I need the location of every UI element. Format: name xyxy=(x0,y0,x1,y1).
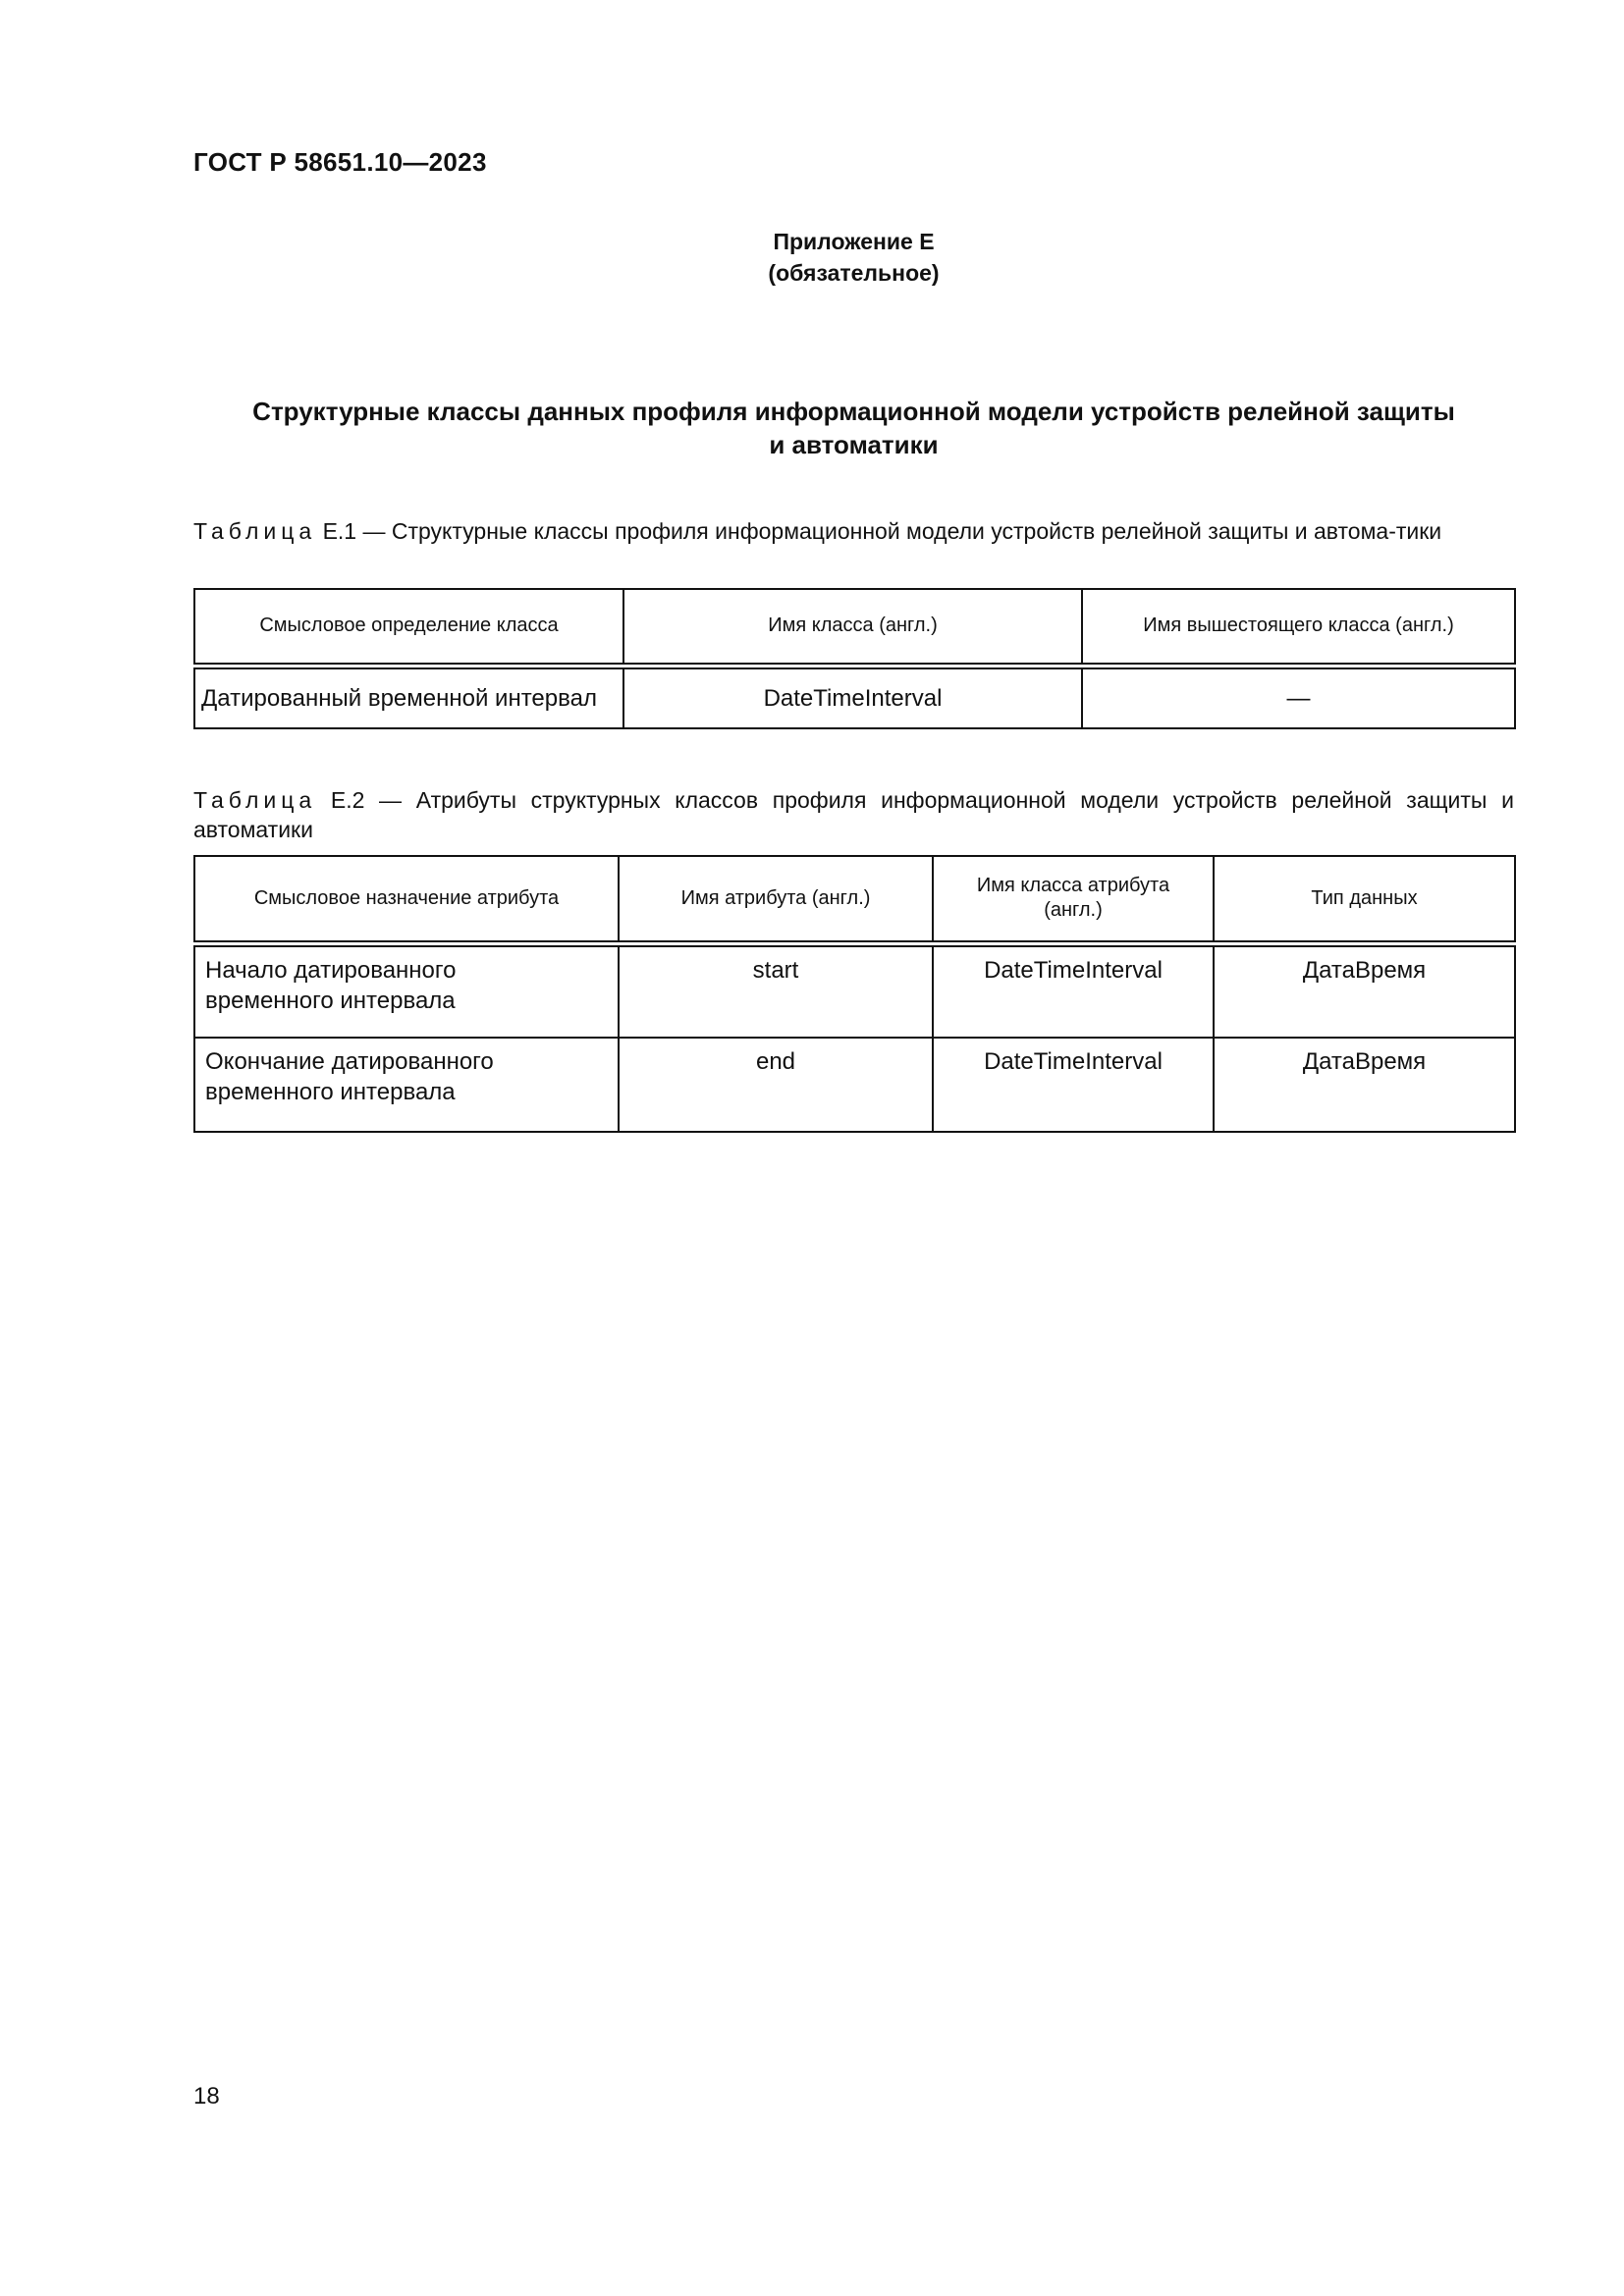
table1-header-row xyxy=(194,589,1515,666)
table-cell: start xyxy=(619,943,933,1038)
annex-status: (обязательное) xyxy=(768,260,940,286)
section-title xyxy=(193,395,1514,461)
table-row xyxy=(194,666,1515,728)
page-number: 18 xyxy=(193,2083,220,2109)
table-cell: DateTimeInterval xyxy=(933,1038,1214,1132)
table2-caption xyxy=(193,785,1514,844)
table-cell: Окончание датированного временного интервала xyxy=(194,1038,619,1132)
table1-header-cell: Имя класса (англ.) xyxy=(623,589,1082,666)
table2 xyxy=(193,855,1516,1133)
section-title-line2: и автоматики xyxy=(769,430,939,459)
table-row xyxy=(194,1038,1515,1132)
table2-header-cell: Имя класса атрибута (англ.) xyxy=(933,856,1214,943)
table-cell: DateTimeInterval xyxy=(933,943,1214,1038)
table-cell: ДатаВремя xyxy=(1214,1038,1515,1132)
table1-caption xyxy=(193,516,1514,546)
annex-title: Приложение Е xyxy=(773,229,935,254)
annex-heading xyxy=(193,226,1514,289)
table-row xyxy=(194,943,1515,1038)
table2-header-cell: Смысловое назначение атрибута xyxy=(194,856,619,943)
table1-header-cell: Смысловое определение класса xyxy=(194,589,623,666)
table-cell: Начало датированного временного интервала xyxy=(194,943,619,1038)
table-cell: — xyxy=(1082,666,1515,728)
document-code: ГОСТ Р 58651.10—2023 xyxy=(193,147,487,177)
table-cell: DateTimeInterval xyxy=(623,666,1082,728)
table2-caption-text: Е.2 — Атрибуты структурных классов профиля информационной модели устройств релейной защиты и автоматики xyxy=(193,787,1514,842)
table2-header-row xyxy=(194,856,1515,943)
section-title-line1: Структурные классы данных профиля информационной модели устройств релейной защиты xyxy=(252,397,1455,426)
table1 xyxy=(193,588,1516,729)
table1-caption-word: Таблица xyxy=(193,518,317,544)
table2-header-cell: Имя атрибута (англ.) xyxy=(619,856,933,943)
table-cell: Датированный временной интервал xyxy=(194,666,623,728)
table1-caption-text: Е.1 — Структурные классы профиля информационной модели устройств релейной защиты и автома-тики xyxy=(316,518,1442,544)
table1-header-cell: Имя вышестоящего класса (англ.) xyxy=(1082,589,1515,666)
table2-header-cell: Тип данных xyxy=(1214,856,1515,943)
table2-caption-word: Таблица xyxy=(193,787,317,813)
table-cell: end xyxy=(619,1038,933,1132)
table-cell: ДатаВремя xyxy=(1214,943,1515,1038)
